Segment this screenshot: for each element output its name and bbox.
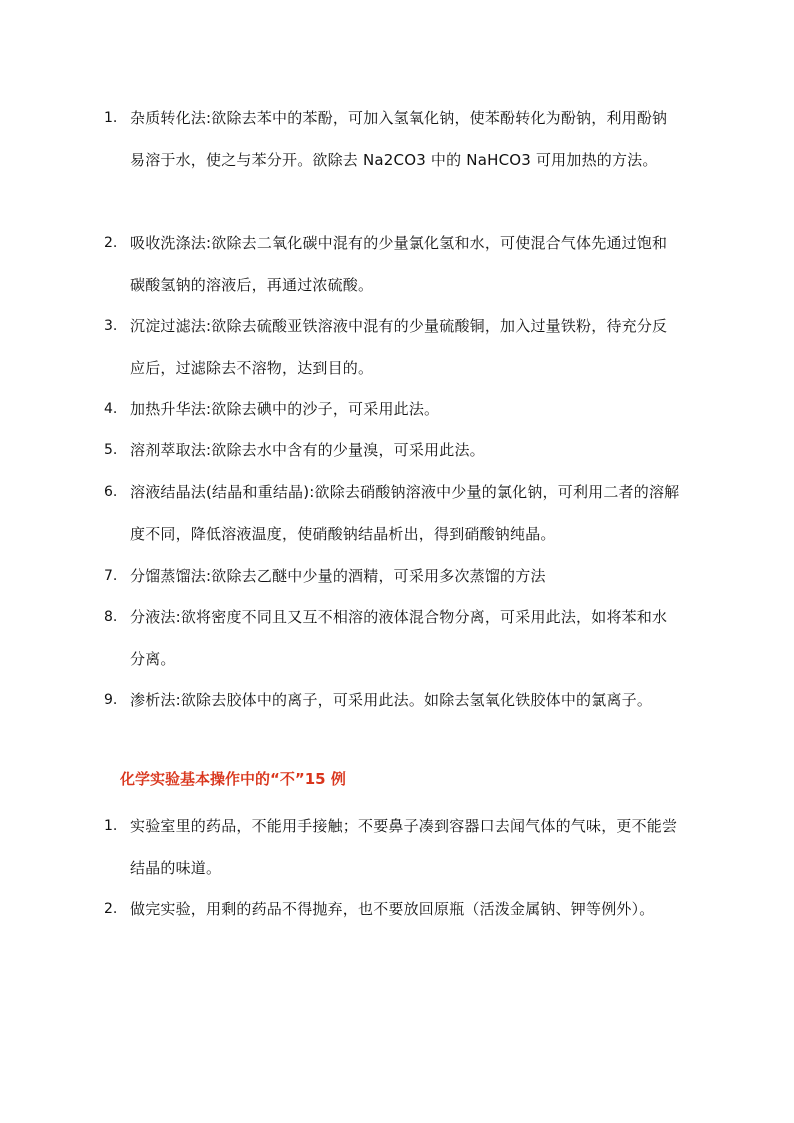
list-text: 溶液结晶法(结晶和重结晶):欲除去硝酸钠溶液中少量的氯化钠，可利用二者的溶解度不同，降低溶液温度，使硝酸钠结晶析出，得到硝酸钠纯晶。 — [130, 483, 680, 543]
list-text: 沉淀过滤法:欲除去硫酸亚铁溶液中混有的少量硫酸铜，加入过量铁粉，待充分反应后，过滤除去不溶物，达到目的。 — [130, 317, 668, 377]
list-number: 1. — [104, 110, 118, 126]
list-number: 3. — [104, 318, 118, 334]
list-text: 杂质转化法:欲除去苯中的苯酚，可加入氢氧化钠，使苯酚转化为酚钠，利用酚钠易溶于水，使之与苯分开。欲除去 Na2CO3 中的 NaHCO3 可用加热的方法。 — [130, 109, 668, 169]
list-text: 吸收洗涤法:欲除去二氧化碳中混有的少量氯化氢和水，可使混合气体先通过饱和碳酸氢钠的溶液后，再通过浓硫酸。 — [130, 234, 668, 294]
list-text: 加热升华法:欲除去碘中的沙子，可采用此法。 — [130, 400, 440, 418]
list-number: 2. — [104, 235, 118, 251]
list-number: 9. — [104, 692, 118, 708]
list-text: 分馏蒸馏法:欲除去乙醚中少量的酒精，可采用多次蒸馏的方法 — [130, 567, 546, 585]
list-text: 实验室里的药品，不能用手接触；不要鼻子凑到容器口去闻气体的气味，更不能尝结晶的味道。 — [130, 817, 678, 877]
list-number: 2. — [104, 901, 118, 917]
list-text: 分液法:欲将密度不同且又互不相溶的液体混合物分离，可采用此法，如将苯和水分离。 — [130, 608, 668, 668]
list-number: 4. — [104, 401, 118, 417]
list-text: 做完实验，用剩的药品不得抛弃，也不要放回原瓶（活泼金属钠、钾等例外）。 — [130, 900, 655, 918]
section-heading: 化学实验基本操作中的“不”15 例 — [120, 770, 346, 788]
list-text: 渗析法:欲除去胶体中的离子，可采用此法。如除去氢氧化铁胶体中的氯离子。 — [130, 691, 653, 709]
list-number: 8. — [104, 609, 118, 625]
list-number: 6. — [104, 484, 118, 500]
list-number: 5. — [104, 442, 118, 458]
list-number: 7. — [104, 568, 118, 584]
list-text: 溶剂萃取法:欲除去水中含有的少量溴，可采用此法。 — [130, 441, 485, 459]
list-number: 1. — [104, 818, 118, 834]
